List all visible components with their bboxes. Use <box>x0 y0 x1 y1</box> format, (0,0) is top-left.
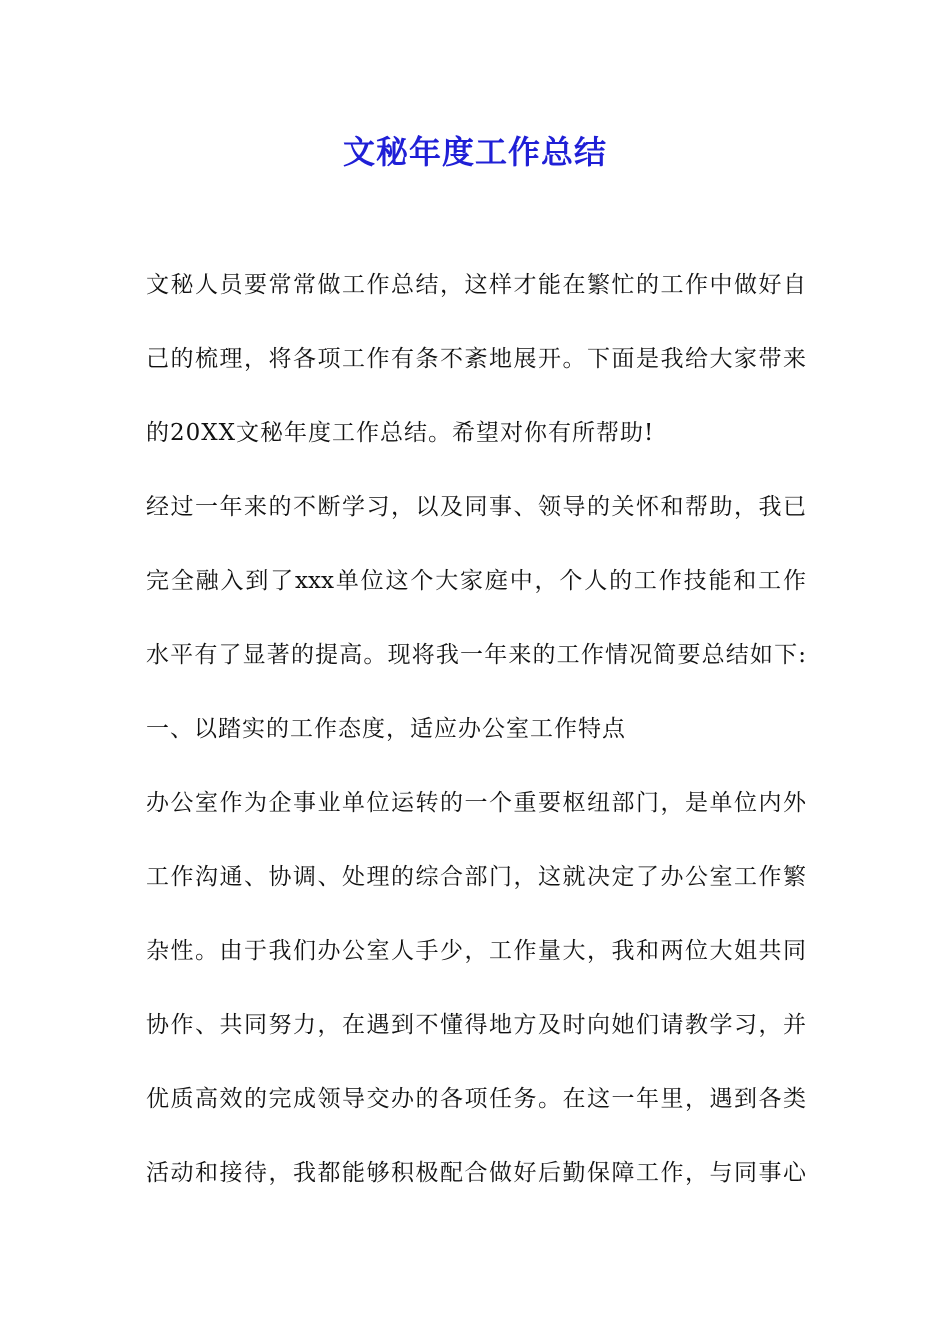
body-line: 完全融入到了xxx单位这个大家庭中，个人的工作技能和工作 <box>146 568 806 594</box>
body-line: 己的梳理，将各项工作有条不紊地展开。下面是我给大家带来 <box>146 346 806 372</box>
document-body <box>146 262 806 1224</box>
body-line: 办公室作为企事业单位运转的一个重要枢纽部门，是单位内外 <box>146 790 806 816</box>
section-heading: 一、以踏实的工作态度，适应办公室工作特点 <box>146 716 626 742</box>
body-line: 文秘人员要常常做工作总结，这样才能在繁忙的工作中做好自 <box>146 272 806 298</box>
body-line: 杂性。由于我们办公室人手少，工作量大，我和两位大姐共同 <box>146 938 806 964</box>
body-line: 经过一年来的不断学习，以及同事、领导的关怀和帮助，我已 <box>146 494 806 520</box>
body-line: 优质高效的完成领导交办的各项任务。在这一年里，遇到各类 <box>146 1086 806 1112</box>
body-line: 活动和接待，我都能够积极配合做好后勤保障工作，与同事心 <box>146 1160 806 1186</box>
body-line: 水平有了显著的提高。现将我一年来的工作情况简要总结如下: <box>146 642 806 668</box>
body-line: 工作沟通、协调、处理的综合部门，这就决定了办公室工作繁 <box>146 864 806 890</box>
body-line: 协作、共同努力，在遇到不懂得地方及时向她们请教学习，并 <box>146 1012 806 1038</box>
document-title: 文秘年度工作总结 <box>342 133 607 171</box>
body-line: 的20XX文秘年度工作总结。希望对你有所帮助! <box>146 420 655 446</box>
